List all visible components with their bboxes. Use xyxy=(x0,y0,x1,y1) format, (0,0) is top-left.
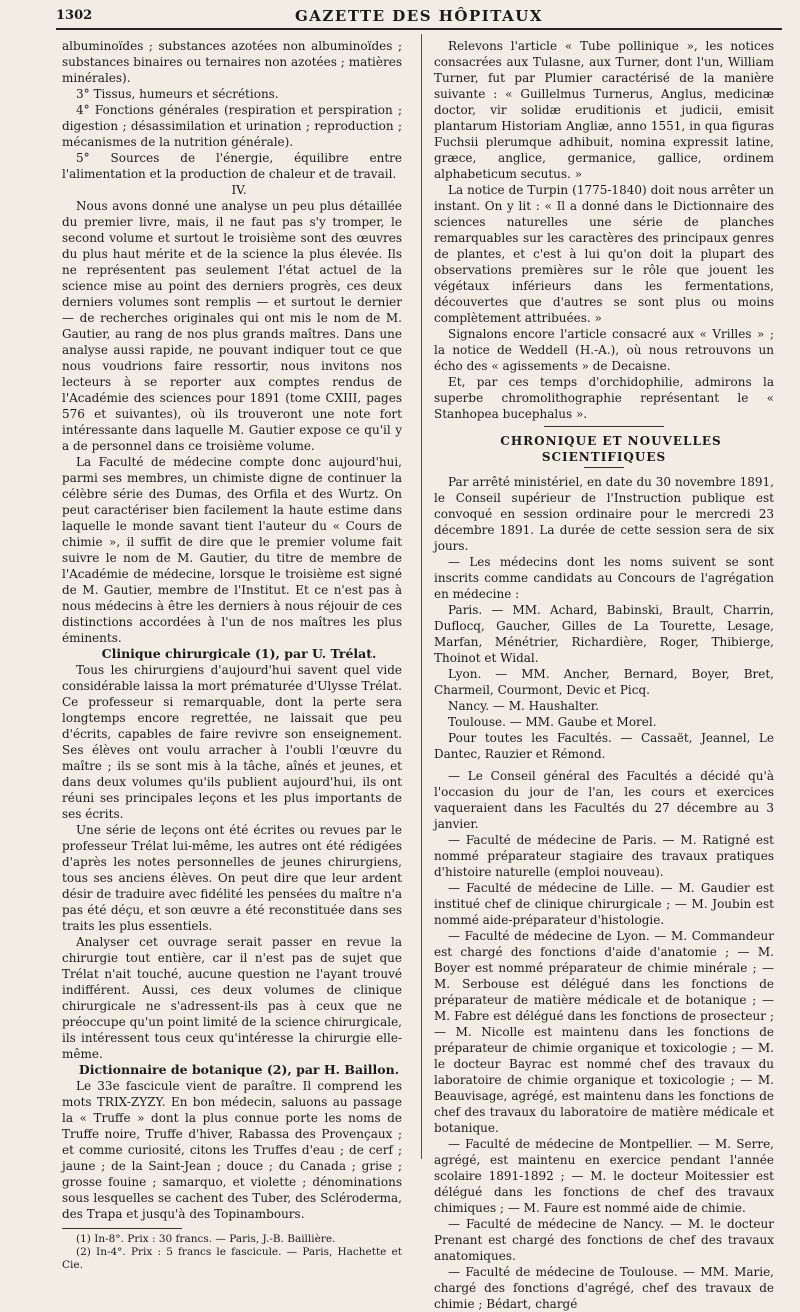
paragraph: Relevons l'article « Tube pollinique », les notices consacrées aux Tulasne, aux Turner, dont l'un, William Turner, fut par Plumier caractérisé de la manière suivante : « Guillelmus Turnerus, Anglus, medicinæ doctor, vir solidæ eruditionis et judicii, emisit plantarum Historiam Angliæ, anno 1551, in qua figuras Fuchsii plerumque adhibuit, nomina expressit latine, græce, anglice, germanice, gallice, ordinem alphabeticum secutus. » xyxy=(434,39,774,181)
intro-line: albuminoïdes ; substances azotées non albuminoïdes ; substances binaires ou ternaires non azotées ; matières minérales). xyxy=(62,39,402,85)
paragraph: — Faculté de médecine de Nancy. — M. le docteur Prenant est chargé des fonctions de chef des travaux anatomiques. xyxy=(434,1217,774,1263)
paragraph: — Faculté de médecine de Paris. — M. Ratigné est nommé préparateur stagiaire des travaux pratiques d'histoire naturelle (emploi nouveau). xyxy=(434,833,774,879)
page-number: 1302 xyxy=(56,8,93,23)
paragraph: Par arrêté ministériel, en date du 30 novembre 1891, le Conseil supérieur de l'Instruction publique est convoqué en session ordinaire pour le mercredi 23 décembre 1891. La durée de cette session sera de six jours. xyxy=(434,475,774,553)
paragraph: — Faculté de médecine de Lyon. — M. Commandeur est chargé des fonctions d'aide d'anatomie ; — M. Boyer est nommé préparateur de chimie minérale ; — M. Serbouse est délégué dans les fonctions de préparateur de matière médicale et de botanique ; — M. Fabre est délégué dans les fonctions de prosecteur ; — M. Nicolle est maintenu dans les fonctions de préparateur de chimie organique et toxicologie ; — M. le docteur Bayrac est nommé chef des travaux du laboratoire de chimie organique et toxicologie ; — M. Beauvisage, agrégé, est maintenu dans les fonctions de chef des travaux du laboratoire de matière médicale et botanique. xyxy=(434,929,774,1135)
section-title-clinique: Clinique chirurgicale (1), par U. Trélat. xyxy=(101,646,377,661)
intro-line: 4° Fonctions générales (respiration et perspiration ; digestion ; désassimilation et urination ; reproduction ; mécanismes de la nutrition générale). xyxy=(62,103,402,149)
paragraph: — Faculté de médecine de Toulouse. — MM. Marie, chargé des fonctions d'agrégé, chef des travaux de chimie ; Bédart, chargé xyxy=(434,1265,774,1311)
paragraph: Tous les chirurgiens d'aujourd'hui savent quel vide considérable laissa la mort prématurée d'Ulysse Trélat. Ce professeur si remarquable, dont la perte sera longtemps encore regrettée, ne laissait que peu d'écrits, capables de faire revivre son enseignement. Ses élèves ont voulu arracher à l'oubli l'œuvre du maître ; ils se sont mis à la tâche, aînés et jeunes, et dans deux volumes qu'ils publient aujourd'hui, ils ont réuni ses principales leçons et les plus importants de ses écrits. xyxy=(62,663,402,821)
paragraph: La notice de Turpin (1775-1840) doit nous arrêter un instant. On y lit : « Il a donné dans le Dictionnaire des sciences naturelles une série de planches remarquables sur les caractères des principaux genres de plantes, et c'est à lui qu'on doit la plupart des observations premières sur le rôle que jouent les végétaux inférieurs dans les fermentations, découvertes que d'autres se sont plus ou moins complètement attribuées. » xyxy=(434,183,774,325)
left-column xyxy=(62,38,402,1271)
intro-line: 5° Sources de l'énergie, équilibre entre l'alimentation et la production de chaleur et de travail. xyxy=(62,151,402,181)
paragraph: — Le Conseil général des Facultés a décidé qu'à l'occasion du jour de l'an, les cours et exercices vaqueraient dans les Facultés du 27 décembre au 3 janvier. xyxy=(434,769,774,831)
column-divider xyxy=(421,34,422,1159)
candidate-list: Toulouse. — MM. Gaube et Morel. xyxy=(448,715,657,729)
intro-line: 3° Tissus, humeurs et sécrétions. xyxy=(76,87,279,101)
section-rule xyxy=(544,426,664,427)
right-column xyxy=(434,38,774,1311)
paragraph: Nous avons donné une analyse un peu plus détaillée du premier livre, mais, il ne faut pas s'y tromper, le second volume et surtout le troisième sont des œuvres du plus haut mérite et de la science la plus élevée. Ils ne représentent pas seulement l'état actuel de la science mise au point des derniers progrès, ces deux derniers volumes sont remplis — et surtout le dernier — de recherches originales qui ont mis le nom de M. Gautier, au rang de nos plus grands maîtres. Dans une analyse aussi rapide, ne pouvant indiquer tout ce que nous voudrions faire ressortir, nous invitons nos lecteurs à se reporter aux comptes rendus de l'Académie des sciences pour 1891 (tome CXIII, pages 576 et suivantes), où ils trouveront une note fort intéressante dans laquelle M. Gautier expose ce qu'il y a de personnel dans ce troisième volume. xyxy=(62,199,402,453)
footnote: (2) In-4°. Prix : 5 francs le fascicule. — Paris, Hachette et Cie. xyxy=(62,1246,402,1271)
paragraph: Et, par ces temps d'orchidophilie, admirons la superbe chromolithographie représentant le « Stanhopea bucephalus ». xyxy=(434,375,774,421)
paragraph: La Faculté de médecine compte donc aujourd'hui, parmi ses membres, un chimiste digne de continuer la célèbre série des Dumas, des Orfila et des Wurtz. On peut caractériser bien facilement la haute estime dans laquelle le monde savant tient l'auteur du « Cours de chimie », il suffit de dire que le premier volume fait suivre le nom de M. Gautier, du titre de membre de l'Académie de médecine, lorsque le troisième est signé de M. Gautier, membre de l'Institut. Et ce n'est pas à nous médecins à être les derniers à nous réjouir de ces distinctions accordées à l'un de nos maîtres les plus éminents. xyxy=(62,455,402,645)
paragraph: Une série de leçons ont été écrites ou revues par le professeur Trélat lui-même, les autres ont été rédigées d'après les notes personnelles de jeunes chirurgiens, tous ses anciens élèves. On peut dire que leur ardent désir de traduire avec fidélité les pensées du maître n'a pas été déçu, et son œuvre a été reconstituée dans ses traits les plus essentiels. xyxy=(62,823,402,933)
candidate-list: Lyon. — MM. Ancher, Bernard, Boyer, Bret, Charmeil, Courmont, Devic et Picq. xyxy=(434,667,774,697)
paragraph: — Faculté de médecine de Montpellier. — M. Serre, agrégé, est maintenu en exercice pendant l'année scolaire 1891-1892 ; — M. le docteur Moitessier est délégué dans les fonctions de chef des travaux chimiques ; — M. Faure est nommé aide de chimie. xyxy=(434,1137,774,1215)
section-number: IV. xyxy=(231,183,247,197)
paragraph: Le 33e fascicule vient de paraître. Il comprend les mots TRIX-ZYZY. En bon médecin, saluons au passage la « Truffe » dont la plus connue porte les noms de Truffe noire, Truffe d'hiver, Rabassa des Provençaux ; et comme curiosité, citons les Truffes d'eau ; de cerf ; jaune ; de la Saint-Jean ; douce ; du Canada ; grise ; grosse fouine ; samarquo, et violette ; dénominations sous lesquelles se cachent des Tuber, des Scléroderma, des Trapa et jusqu'à des Topinambours. xyxy=(62,1079,402,1221)
paragraph: Signalons encore l'article consacré aux « Vrilles » ; la notice de Weddell (H.-A.), où nous retrouvons un écho des « agissements » de Decaisne. xyxy=(434,327,774,373)
title-rule xyxy=(584,467,624,468)
paragraph: Analyser cet ouvrage serait passer en revue la chirurgie tout entière, car il n'est pas de sujet que Trélat n'ait touché, aucune question ne l'ayant trouvé indifférent. Aussi, ces deux volumes de clinique chirurgicale ne s'adressent-ils pas à ceux que ne préoccupe qu'un point limité de la science chirurgicale, ils intéressent tous ceux qu'intéresse la chirurgie elle-même. xyxy=(62,935,402,1061)
section-title-chronique: CHRONIQUE ET NOUVELLES SCIENTIFIQUES xyxy=(500,434,722,464)
paragraph: — Les médecins dont les noms suivent se sont inscrits comme candidats au Concours de l'agrégation en médecine : xyxy=(434,555,774,601)
candidate-list: Paris. — MM. Achard, Babinski, Brault, Charrin, Duflocq, Gaucher, Gilles de La Tourette, Lesage, Marfan, Ménétrier, Richardière, Roger, Thibierge, Thoinot et Widal. xyxy=(434,603,774,665)
candidate-list: Pour toutes les Facultés. — Cassaët, Jeannel, Le Dantec, Rauzier et Rémond. xyxy=(434,731,774,761)
section-title-dictionnaire: Dictionnaire de botanique (2), par H. Baillon. xyxy=(78,1062,400,1077)
page-header xyxy=(56,6,782,30)
candidate-list: Nancy. — M. Haushalter. xyxy=(448,699,600,713)
paragraph: — Faculté de médecine de Lille. — M. Gaudier est institué chef de clinique chirurgicale ; — M. Joubin est nommé aide-préparateur d'histologie. xyxy=(434,881,774,927)
footnote-rule xyxy=(62,1228,182,1229)
journal-title: GAZETTE DES HÔPITAUX xyxy=(294,7,543,25)
footnote: (1) In-8°. Prix : 30 francs. — Paris, J.-B. Baillière. xyxy=(76,1233,336,1245)
